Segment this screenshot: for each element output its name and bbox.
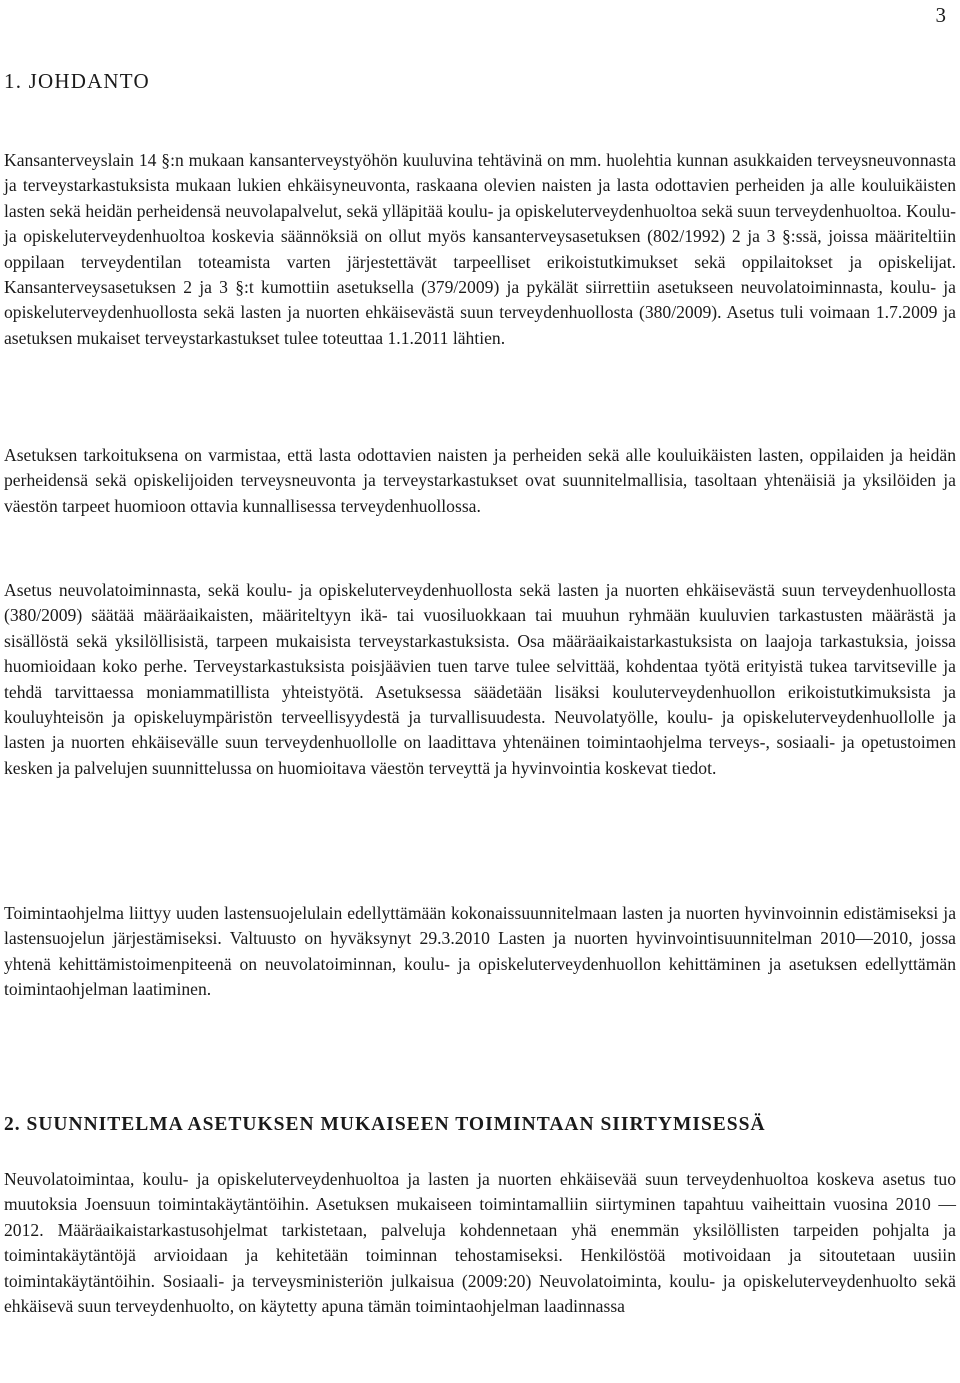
section-1-paragraph-1: Kansanterveyslain 14 §:n mukaan kansanterveystyöhön kuuluvina tehtävinä on mm. huolehtia kunnan asukkaiden terveysneuvonnasta ja terveystarkastuksista mukaan lukien ehkäisyneuvonta, raskaana olevien naisten ja lasta odottavien perheiden ja alle kouluikäisten lasten sekä heidän perheidensä neuvolapalvelut, sekä ylläpitää koulu- ja opiskeluterveydenhuoltoa sekä suun terveydenhuoltoa. Koulu- ja opiskeluterveydenhuoltoa koskevia säännöksiä on ollut myös kansanterveysasetuksen (802/1992) 2 ja 3 §:ssä, joissa määriteltiin oppilaan terveydentilan toteamista varten järjestettävät tarpeelliset erikoistutkimukset sekä oppilaitokset ja opiskelijat. Kansanterveysasetuksen 2 ja 3 §:t kumottiin asetuksella (379/2009) ja pykälät siirrettiin asetukseen neuvolatoiminnasta, koulu- ja opiskeluterveydenhuollosta sekä lasten ja nuorten ehkäisevästä suun terveydenhuollosta (380/2009). Asetus tuli voimaan 1.7.2009 ja asetuksen mukaiset terveystarkastukset tulee toteuttaa 1.1.2011 lähtien. bbox=[4, 150, 956, 348]
section-1-paragraph-3: Asetus neuvolatoiminnasta, sekä koulu- ja opiskeluterveydenhuollosta sekä lasten ja nuorten ehkäisevästä suun terveydenhuollosta (380/2009) säätää määräaikaisten, määriteltyyn ikä- tai vuosiluokkaan tai muuhun ryhmään kuuluvien tarkastusten määrästä ja sisällöstä sekä yksilöllisistä, tarpeen mukaisista terveystarkastuksista. Osa määräaikaistarkastuksista on laajoja tarkastuksia, joissa huomioidaan koko perhe. Terveystarkastuksista poisjäävien tuen tarve tulee selvittää, kohdentaa työtä erityistä tukea tarvitseville ja tehdä tarvittaessa moniammatillista yhteistyötä. Asetuksessa säädetään lisäksi kouluterveydenhuollon erikoistutkimuksista ja kouluyhteisön ja opiskeluympäristön terveellisyydestä ja turvallisuudesta. Neuvolatyölle, koulu- ja opiskeluterveydenhuollolle ja lasten ja nuorten ehkäisevälle suun terveydenhuollolle on laadittava yhtenäinen toimintaohjelma terveys-, sosiaali- ja opetustoimen kesken ja palvelujen suunnittelussa on huomioitava väestön terveyttä ja hyvinvointia koskevat tiedot. bbox=[4, 580, 956, 778]
section-1-paragraph-2: Asetuksen tarkoituksena on varmistaa, että lasta odottavien naisten ja perheiden sekä alle kouluikäisten lasten, oppilaiden ja heidän perheidensä sekä opiskelijoiden terveysneuvonta ja terveystarkastukset ovat suunnitelmallisia, tasoltaan yhtenäisiä ja yksilöiden ja väestön tarpeet huomioon ottavia kunnallisessa terveydenhuollossa. bbox=[4, 445, 956, 516]
section-1-paragraph-4: Toimintaohjelma liittyy uuden lastensuojelulain edellyttämään kokonaissuunnitelmaan lasten ja nuorten hyvinvoinnin edistämiseksi ja lastensuojelun järjestämiseksi. Valtuusto on hyväksynyt 29.3.2010 Lasten ja nuorten hyvinvointisuunnitelman 2010—2010, jossa yhtenä kehittämistoimenpiteenä on neuvolatoiminnan, koulu- ja opiskeluterveydenhuollon kehittäminen ja asetuksen edellyttämän toimintaohjelman laatiminen. bbox=[4, 903, 956, 1000]
section-2-paragraph-1: Neuvolatoimintaa, koulu- ja opiskeluterveydenhuoltoa ja lasten ja nuorten ehkäisevää suun terveydenhuoltoa koskeva asetus tuo muutoksia Joensuun toimintakäytäntöihin. Asetuksen mukaiseen toimintamalliin siirtyminen tapahtuu vaiheittain vuosina 2010 — 2012. Määräaikaistarkastusohjelmat tarkistetaan, palveluja kohdennetaan yhä enemmän yksilöllisten tarpeiden pohjalta ja toimintakäytäntöjä arvioidaan ja kehitetään toiminnan tehostamiseksi. Henkilöstöä motivoidaan ja sitoutetaan uusiin toimintakäytäntöihin. Sosiaali- ja terveysministeriön julkaisua (2009:20) Neuvolatoiminta, koulu- ja opiskeluterveydenhuolto sekä ehkäisevä suun terveydenhuolto, on käytetty apuna tämän toimintaohjelman laadinnassa bbox=[4, 1169, 956, 1317]
page-number: 3 bbox=[935, 3, 946, 27]
section-2-heading: 2. SUUNNITELMA ASETUKSEN MUKAISEEN TOIMINTAAN SIIRTYMISESSÄ bbox=[4, 1114, 766, 1135]
section-1-heading: 1. JOHDANTO bbox=[4, 69, 150, 93]
